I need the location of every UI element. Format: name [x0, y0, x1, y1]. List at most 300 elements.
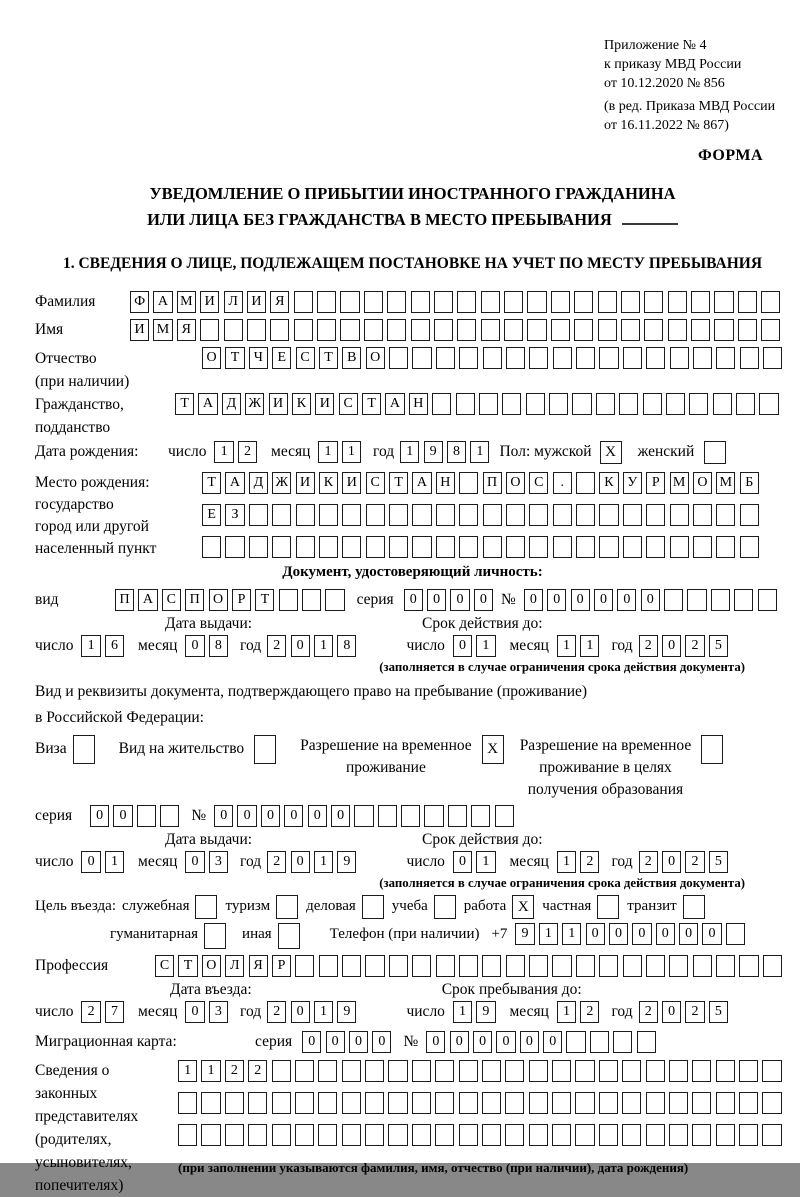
form-cell[interactable] — [388, 1060, 407, 1082]
form-cell[interactable] — [202, 536, 221, 558]
form-cell[interactable]: М — [670, 472, 689, 494]
form-cell[interactable]: Т — [178, 955, 197, 977]
form-cell[interactable] — [296, 504, 315, 526]
form-cell[interactable] — [459, 1060, 478, 1082]
form-cell[interactable] — [646, 1060, 665, 1082]
form-cell[interactable] — [435, 1060, 454, 1082]
form-cell[interactable] — [436, 536, 455, 558]
form-cell[interactable] — [387, 319, 406, 341]
form-cell[interactable] — [552, 1060, 571, 1082]
form-cell[interactable]: С — [155, 955, 174, 977]
form-cell[interactable]: 9 — [424, 441, 443, 463]
form-cell[interactable] — [646, 955, 665, 977]
form-cell[interactable] — [576, 347, 595, 369]
form-cell[interactable] — [529, 504, 548, 526]
form-cell[interactable] — [668, 319, 687, 341]
form-cell[interactable] — [762, 1092, 781, 1114]
form-cell[interactable]: 1 — [557, 851, 576, 873]
form-cell[interactable]: Д — [222, 393, 241, 415]
form-cell[interactable] — [505, 1092, 524, 1114]
form-cell[interactable] — [424, 805, 443, 827]
form-cell[interactable] — [387, 291, 406, 313]
form-cell[interactable] — [436, 347, 455, 369]
form-cell[interactable] — [318, 1124, 337, 1146]
form-cell[interactable] — [295, 1060, 314, 1082]
form-cell[interactable] — [295, 1092, 314, 1114]
form-cell[interactable] — [670, 347, 689, 369]
sex-female-checkbox[interactable] — [704, 441, 726, 464]
form-cell[interactable] — [479, 393, 498, 415]
form-cell[interactable] — [365, 1060, 384, 1082]
form-cell[interactable]: 0 — [662, 635, 681, 657]
form-cell[interactable]: Т — [389, 472, 408, 494]
form-cell[interactable]: А — [153, 291, 172, 313]
form-cell[interactable]: Т — [225, 347, 244, 369]
form-cell[interactable] — [483, 536, 502, 558]
form-cell[interactable]: 0 — [594, 589, 613, 611]
form-cell[interactable]: 6 — [105, 635, 124, 657]
form-cell[interactable] — [459, 1124, 478, 1146]
form-cell[interactable] — [317, 291, 336, 313]
form-cell[interactable] — [599, 1092, 618, 1114]
form-cell[interactable] — [613, 1031, 632, 1053]
form-cell[interactable] — [432, 393, 451, 415]
form-cell[interactable]: 1 — [400, 441, 419, 463]
form-cell[interactable]: 0 — [662, 1001, 681, 1023]
form-cell[interactable] — [506, 536, 525, 558]
form-cell[interactable] — [669, 1092, 688, 1114]
form-cell[interactable]: 1 — [201, 1060, 220, 1082]
form-cell[interactable]: Л — [224, 291, 243, 313]
form-cell[interactable] — [448, 805, 467, 827]
form-cell[interactable] — [623, 504, 642, 526]
form-cell[interactable]: П — [115, 589, 134, 611]
form-cell[interactable] — [575, 1124, 594, 1146]
form-cell[interactable]: 0 — [185, 851, 204, 873]
form-cell[interactable] — [434, 319, 453, 341]
form-cell[interactable] — [502, 393, 521, 415]
form-cell[interactable] — [739, 1092, 758, 1114]
form-cell[interactable]: О — [202, 955, 221, 977]
form-cell[interactable]: . — [553, 472, 572, 494]
form-cell[interactable]: Т — [202, 472, 221, 494]
form-cell[interactable] — [137, 805, 156, 827]
form-cell[interactable]: 0 — [496, 1031, 515, 1053]
form-cell[interactable]: 0 — [404, 589, 423, 611]
visa-checkbox[interactable] — [73, 735, 95, 764]
form-cell[interactable]: 0 — [291, 1001, 310, 1023]
form-cell[interactable] — [551, 291, 570, 313]
form-cell[interactable]: 5 — [709, 851, 728, 873]
form-cell[interactable]: М — [716, 472, 735, 494]
form-cell[interactable]: Д — [249, 472, 268, 494]
purpose-study-checkbox[interactable] — [434, 895, 456, 919]
form-cell[interactable]: К — [599, 472, 618, 494]
form-cell[interactable] — [495, 805, 514, 827]
form-cell[interactable] — [761, 319, 780, 341]
form-cell[interactable]: О — [506, 472, 525, 494]
form-cell[interactable]: У — [623, 472, 642, 494]
form-cell[interactable]: Т — [319, 347, 338, 369]
form-cell[interactable] — [201, 1092, 220, 1114]
form-cell[interactable]: Р — [646, 472, 665, 494]
form-cell[interactable] — [572, 393, 591, 415]
form-cell[interactable] — [664, 589, 683, 611]
form-cell[interactable] — [272, 504, 291, 526]
form-cell[interactable]: Е — [272, 347, 291, 369]
form-cell[interactable] — [160, 805, 179, 827]
form-cell[interactable]: 1 — [81, 635, 100, 657]
form-cell[interactable]: Б — [740, 472, 759, 494]
form-cell[interactable] — [295, 955, 314, 977]
form-cell[interactable]: Н — [436, 472, 455, 494]
form-cell[interactable] — [646, 1092, 665, 1114]
form-cell[interactable] — [738, 291, 757, 313]
form-cell[interactable] — [295, 1124, 314, 1146]
form-cell[interactable] — [279, 589, 298, 611]
form-cell[interactable]: А — [138, 589, 157, 611]
form-cell[interactable] — [294, 291, 313, 313]
form-cell[interactable] — [646, 347, 665, 369]
form-cell[interactable]: 0 — [291, 635, 310, 657]
form-cell[interactable]: 2 — [580, 851, 599, 873]
form-cell[interactable]: П — [483, 472, 502, 494]
form-cell[interactable] — [622, 1124, 641, 1146]
form-cell[interactable]: И — [342, 472, 361, 494]
form-cell[interactable] — [619, 393, 638, 415]
form-cell[interactable] — [249, 536, 268, 558]
form-cell[interactable] — [200, 319, 219, 341]
form-cell[interactable] — [621, 319, 640, 341]
form-cell[interactable]: 8 — [447, 441, 466, 463]
form-cell[interactable]: 1 — [562, 923, 581, 945]
form-cell[interactable]: Т — [175, 393, 194, 415]
form-cell[interactable]: 0 — [81, 851, 100, 873]
form-cell[interactable] — [389, 955, 408, 977]
form-cell[interactable] — [296, 536, 315, 558]
form-cell[interactable]: 2 — [238, 441, 257, 463]
form-cell[interactable]: Ч — [249, 347, 268, 369]
form-cell[interactable]: П — [185, 589, 204, 611]
form-cell[interactable] — [739, 1124, 758, 1146]
form-cell[interactable] — [342, 504, 361, 526]
purpose-humanitarian-checkbox[interactable] — [204, 923, 226, 949]
form-cell[interactable] — [411, 291, 430, 313]
form-cell[interactable] — [716, 955, 735, 977]
form-cell[interactable] — [225, 1092, 244, 1114]
form-cell[interactable]: 0 — [453, 851, 472, 873]
form-cell[interactable] — [247, 319, 266, 341]
form-cell[interactable] — [354, 805, 373, 827]
form-cell[interactable]: 0 — [214, 805, 233, 827]
form-cell[interactable] — [739, 1060, 758, 1082]
form-cell[interactable] — [714, 319, 733, 341]
form-cell[interactable]: О — [366, 347, 385, 369]
form-cell[interactable]: И — [269, 393, 288, 415]
form-cell[interactable]: 0 — [473, 1031, 492, 1053]
form-cell[interactable] — [505, 1060, 524, 1082]
form-cell[interactable] — [716, 1124, 735, 1146]
form-cell[interactable]: 2 — [639, 635, 658, 657]
form-cell[interactable] — [505, 1124, 524, 1146]
form-cell[interactable]: 0 — [302, 1031, 321, 1053]
form-cell[interactable]: 0 — [617, 589, 636, 611]
form-cell[interactable] — [459, 536, 478, 558]
form-cell[interactable] — [576, 536, 595, 558]
form-cell[interactable] — [740, 536, 759, 558]
form-cell[interactable] — [646, 1124, 665, 1146]
form-cell[interactable]: А — [385, 393, 404, 415]
form-cell[interactable]: 0 — [656, 923, 675, 945]
form-cell[interactable] — [644, 319, 663, 341]
form-cell[interactable] — [529, 1060, 548, 1082]
form-cell[interactable] — [668, 291, 687, 313]
form-cell[interactable] — [340, 319, 359, 341]
form-cell[interactable] — [319, 955, 338, 977]
form-cell[interactable] — [566, 1031, 585, 1053]
form-cell[interactable]: 2 — [685, 851, 704, 873]
form-cell[interactable]: 0 — [547, 589, 566, 611]
form-cell[interactable] — [342, 1092, 361, 1114]
form-cell[interactable] — [691, 291, 710, 313]
form-cell[interactable] — [248, 1092, 267, 1114]
form-cell[interactable] — [529, 536, 548, 558]
form-cell[interactable] — [716, 504, 735, 526]
form-cell[interactable]: Ж — [272, 472, 291, 494]
form-cell[interactable] — [623, 347, 642, 369]
form-cell[interactable]: С — [339, 393, 358, 415]
form-cell[interactable]: 0 — [641, 589, 660, 611]
form-cell[interactable]: 0 — [571, 589, 590, 611]
purpose-other-checkbox[interactable] — [278, 923, 300, 949]
form-cell[interactable]: Р — [232, 589, 251, 611]
form-cell[interactable] — [553, 504, 572, 526]
form-cell[interactable]: 0 — [185, 635, 204, 657]
form-cell[interactable] — [574, 319, 593, 341]
form-cell[interactable] — [412, 347, 431, 369]
form-cell[interactable] — [389, 536, 408, 558]
form-cell[interactable]: 0 — [331, 805, 350, 827]
form-cell[interactable] — [646, 504, 665, 526]
form-cell[interactable]: 7 — [105, 1001, 124, 1023]
form-cell[interactable]: 0 — [261, 805, 280, 827]
form-cell[interactable] — [272, 1124, 291, 1146]
form-cell[interactable] — [669, 1060, 688, 1082]
form-cell[interactable] — [365, 955, 384, 977]
form-cell[interactable]: И — [130, 319, 149, 341]
form-cell[interactable] — [459, 955, 478, 977]
form-cell[interactable] — [576, 955, 595, 977]
form-cell[interactable] — [739, 955, 758, 977]
form-cell[interactable] — [529, 1124, 548, 1146]
form-cell[interactable]: 0 — [543, 1031, 562, 1053]
form-cell[interactable]: 9 — [515, 923, 534, 945]
form-cell[interactable]: 0 — [609, 923, 628, 945]
form-cell[interactable] — [575, 1092, 594, 1114]
form-cell[interactable] — [549, 393, 568, 415]
form-cell[interactable]: 2 — [639, 851, 658, 873]
form-cell[interactable]: 2 — [267, 1001, 286, 1023]
form-cell[interactable] — [763, 955, 782, 977]
form-cell[interactable]: 5 — [709, 1001, 728, 1023]
form-cell[interactable] — [504, 319, 523, 341]
form-cell[interactable] — [599, 536, 618, 558]
form-cell[interactable] — [666, 393, 685, 415]
form-cell[interactable]: 0 — [291, 851, 310, 873]
form-cell[interactable] — [692, 1092, 711, 1114]
form-cell[interactable]: С — [529, 472, 548, 494]
form-cell[interactable] — [763, 347, 782, 369]
form-cell[interactable] — [457, 319, 476, 341]
form-cell[interactable] — [342, 536, 361, 558]
form-cell[interactable] — [740, 347, 759, 369]
form-cell[interactable]: А — [412, 472, 431, 494]
form-cell[interactable] — [623, 955, 642, 977]
form-cell[interactable] — [272, 1092, 291, 1114]
form-cell[interactable] — [622, 1092, 641, 1114]
form-cell[interactable] — [526, 393, 545, 415]
form-cell[interactable] — [317, 319, 336, 341]
temp-permit-checkbox[interactable]: X — [482, 735, 504, 764]
form-cell[interactable]: 1 — [470, 441, 489, 463]
form-cell[interactable]: 0 — [349, 1031, 368, 1053]
form-cell[interactable]: И — [200, 291, 219, 313]
form-cell[interactable] — [574, 291, 593, 313]
form-cell[interactable] — [340, 291, 359, 313]
form-cell[interactable]: 1 — [476, 635, 495, 657]
form-cell[interactable]: 0 — [185, 1001, 204, 1023]
form-cell[interactable]: 0 — [284, 805, 303, 827]
purpose-transit-checkbox[interactable] — [683, 895, 705, 919]
form-cell[interactable]: О — [209, 589, 228, 611]
form-cell[interactable] — [482, 955, 501, 977]
form-cell[interactable]: 0 — [662, 851, 681, 873]
form-cell[interactable] — [711, 589, 730, 611]
form-cell[interactable] — [412, 1092, 431, 1114]
form-cell[interactable] — [646, 536, 665, 558]
form-cell[interactable] — [553, 536, 572, 558]
form-cell[interactable]: 1 — [314, 635, 333, 657]
form-cell[interactable] — [249, 504, 268, 526]
form-cell[interactable]: А — [198, 393, 217, 415]
form-cell[interactable] — [691, 319, 710, 341]
form-cell[interactable]: 9 — [337, 851, 356, 873]
form-cell[interactable] — [693, 536, 712, 558]
form-cell[interactable]: 0 — [326, 1031, 345, 1053]
form-cell[interactable]: 0 — [520, 1031, 539, 1053]
form-cell[interactable] — [248, 1124, 267, 1146]
form-cell[interactable]: К — [292, 393, 311, 415]
form-cell[interactable] — [576, 472, 595, 494]
form-cell[interactable] — [740, 504, 759, 526]
form-cell[interactable]: Р — [272, 955, 291, 977]
form-cell[interactable]: 0 — [427, 589, 446, 611]
form-cell[interactable] — [366, 536, 385, 558]
form-cell[interactable] — [599, 1124, 618, 1146]
form-cell[interactable]: 0 — [426, 1031, 445, 1053]
form-cell[interactable]: 1 — [214, 441, 233, 463]
form-cell[interactable]: 3 — [209, 851, 228, 873]
form-cell[interactable] — [669, 955, 688, 977]
form-cell[interactable]: 2 — [267, 851, 286, 873]
form-cell[interactable] — [599, 504, 618, 526]
form-cell[interactable] — [319, 504, 338, 526]
form-cell[interactable]: Я — [270, 291, 289, 313]
form-cell[interactable] — [459, 472, 478, 494]
form-cell[interactable]: 0 — [524, 589, 543, 611]
form-cell[interactable] — [471, 805, 490, 827]
form-cell[interactable]: 1 — [178, 1060, 197, 1082]
form-cell[interactable] — [506, 347, 525, 369]
form-cell[interactable] — [758, 589, 777, 611]
form-cell[interactable]: 2 — [81, 1001, 100, 1023]
form-cell[interactable] — [693, 347, 712, 369]
form-cell[interactable] — [365, 1092, 384, 1114]
form-cell[interactable] — [726, 923, 745, 945]
form-cell[interactable]: 0 — [474, 589, 493, 611]
form-cell[interactable] — [529, 1092, 548, 1114]
form-cell[interactable] — [436, 504, 455, 526]
form-cell[interactable] — [529, 955, 548, 977]
form-cell[interactable]: Е — [202, 504, 221, 526]
form-cell[interactable]: И — [247, 291, 266, 313]
form-cell[interactable] — [692, 1124, 711, 1146]
form-cell[interactable]: З — [225, 504, 244, 526]
form-cell[interactable] — [378, 805, 397, 827]
form-cell[interactable]: 2 — [639, 1001, 658, 1023]
form-cell[interactable] — [482, 1060, 501, 1082]
form-cell[interactable] — [670, 536, 689, 558]
form-cell[interactable]: 0 — [450, 1031, 469, 1053]
form-cell[interactable]: В — [342, 347, 361, 369]
form-cell[interactable]: 0 — [308, 805, 327, 827]
form-cell[interactable]: 2 — [225, 1060, 244, 1082]
form-cell[interactable] — [506, 504, 525, 526]
form-cell[interactable] — [692, 1060, 711, 1082]
form-cell[interactable] — [342, 955, 361, 977]
form-cell[interactable] — [482, 1124, 501, 1146]
form-cell[interactable] — [714, 291, 733, 313]
form-cell[interactable]: И — [315, 393, 334, 415]
form-cell[interactable] — [734, 589, 753, 611]
form-cell[interactable] — [456, 393, 475, 415]
form-cell[interactable]: Я — [249, 955, 268, 977]
form-cell[interactable] — [318, 1060, 337, 1082]
form-cell[interactable] — [412, 955, 431, 977]
form-cell[interactable] — [435, 1092, 454, 1114]
purpose-official-checkbox[interactable] — [195, 895, 217, 919]
form-cell[interactable]: 1 — [557, 1001, 576, 1023]
form-cell[interactable] — [552, 1124, 571, 1146]
form-cell[interactable] — [623, 536, 642, 558]
form-cell[interactable] — [576, 504, 595, 526]
purpose-work-checkbox[interactable]: X — [512, 895, 534, 919]
form-cell[interactable]: 1 — [476, 851, 495, 873]
form-cell[interactable]: 1 — [453, 1001, 472, 1023]
form-cell[interactable] — [693, 504, 712, 526]
form-cell[interactable]: 0 — [632, 923, 651, 945]
form-cell[interactable] — [342, 1060, 361, 1082]
form-cell[interactable]: О — [693, 472, 712, 494]
form-cell[interactable] — [342, 1124, 361, 1146]
form-cell[interactable] — [713, 393, 732, 415]
form-cell[interactable] — [225, 1124, 244, 1146]
form-cell[interactable] — [575, 1060, 594, 1082]
form-cell[interactable] — [389, 504, 408, 526]
form-cell[interactable]: Н — [409, 393, 428, 415]
form-cell[interactable] — [459, 1092, 478, 1114]
form-cell[interactable]: 1 — [557, 635, 576, 657]
